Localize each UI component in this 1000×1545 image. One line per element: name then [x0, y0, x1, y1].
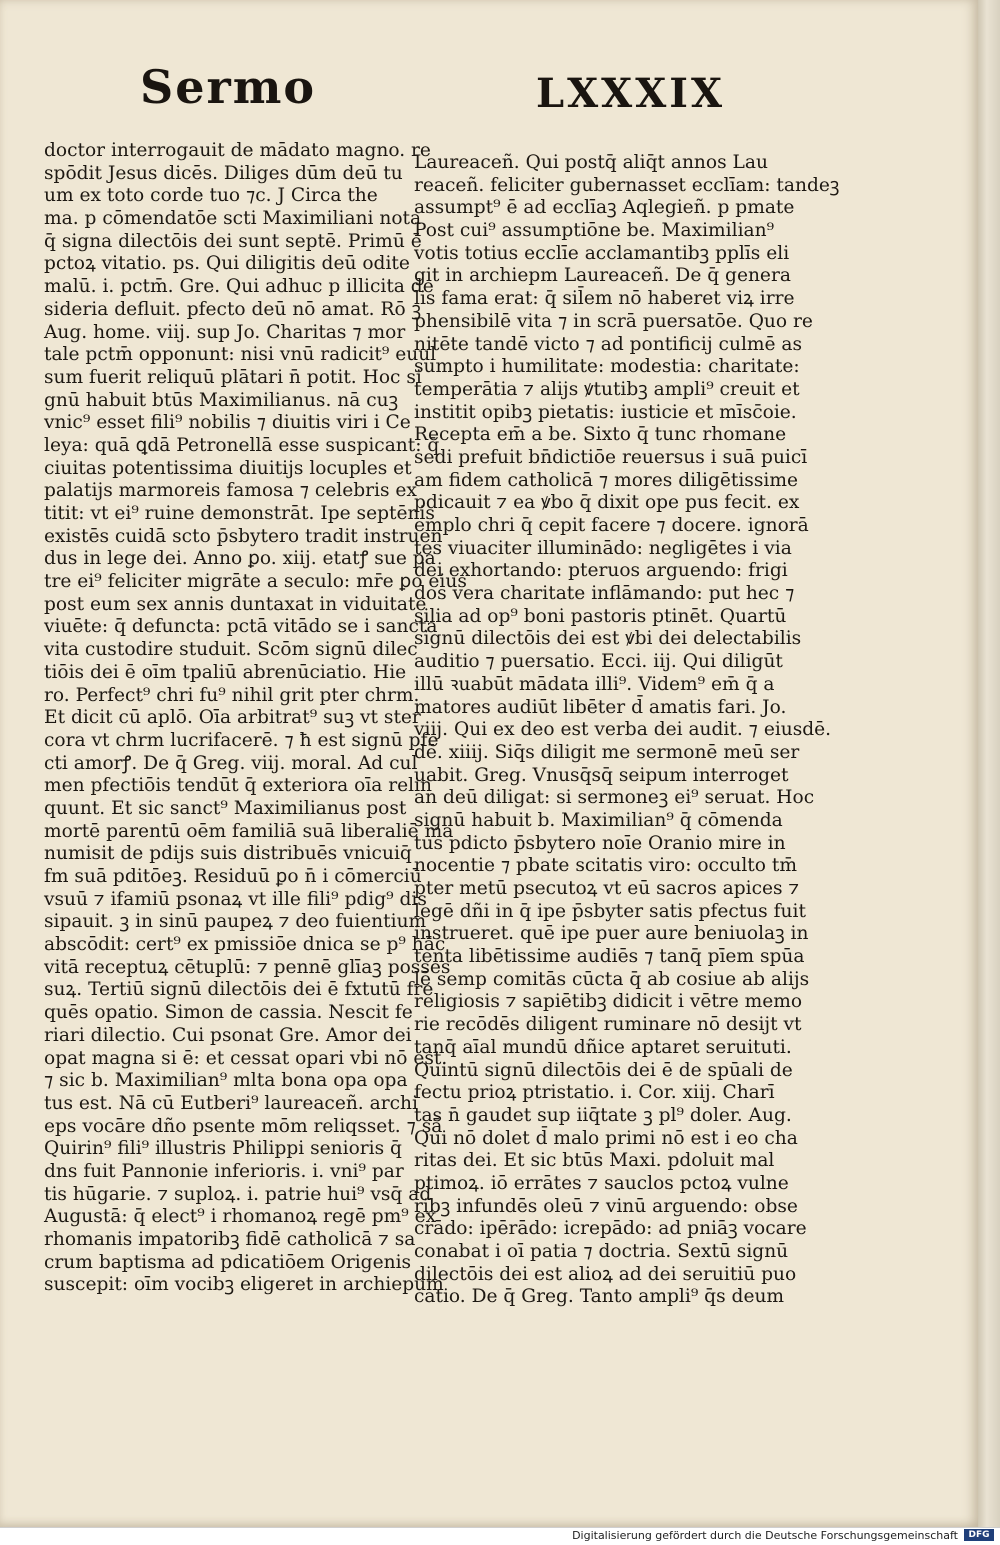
- text-line: tre ei⁹ feliciter migrāte a seculo: mr̄e ꝑo eius: [44, 571, 467, 593]
- text-line: riari dilectio. Cui psonat Gre. Amor dei: [44, 1024, 412, 1046]
- text-line: Quintū signū dilectōis dei ē de spūali de: [414, 1059, 793, 1081]
- text-line: existēs cuidā scto p̄sbytero tradit instruen: [44, 525, 443, 547]
- text-line: pctoꝝ vitatio. ps. Qui diligitis deū odite: [44, 253, 410, 275]
- text-line: institit opibꝫ pietatis: iusticie et mīsc̄oie.: [414, 401, 797, 423]
- text-line: votis totius ecclīe acclamantibꝫ pplīs eli: [414, 242, 790, 264]
- text-line: pter metū psecutoꝝ vt eū sacros apices ⁊: [414, 878, 800, 899]
- text-line: sum fuerit reliquū plātari n̄ potit. Hoc si: [44, 366, 422, 388]
- text-line: auditio ⁊ puersatio. Ecci. iij. Qui diligūt: [414, 651, 783, 673]
- text-line: um ex toto corde tuo ⁊c. J Circa the: [44, 185, 378, 207]
- text-line: dos vera charitate inflāmando: put hec ⁊: [414, 583, 795, 605]
- text-line: tas n̄ gaudet sup iiq̄tate ꝫ pl⁹ doler. Aug.: [414, 1104, 792, 1126]
- text-line: ribꝫ infundēs oleū ⁊ vinū arguendo: obse: [414, 1195, 798, 1217]
- text-line: lē semp comitās cūcta q̄ ab cosiue ab alijs: [414, 968, 810, 990]
- text-line: suscepit: oīm vocibꝫ eligeret in archiepum: [44, 1274, 444, 1296]
- text-line: lis fama erat: q̄ sil̄em nō haberet viꝝ irre: [414, 288, 795, 310]
- text-line: sedi prefuit bn̄dictiōe reuersus i suā pui̇cī: [414, 446, 808, 468]
- text-line: crum baptisma ad pdicatiōem Origenis: [44, 1251, 412, 1273]
- text-line: Qui nō dolet d̄ malo primi nō est i eo cha: [414, 1127, 798, 1149]
- text-line: nitēte tandē victo ⁊ ad pontificij culmē as: [414, 333, 803, 355]
- text-line: phensibilē vita ⁊ in scrā puersatōe. Quo re: [414, 310, 813, 332]
- text-line: emplo chri q̄ cepit facere ⁊ docere. ignorā: [414, 515, 809, 536]
- text-line: dns fuit Pannonie inferioris. i. vni⁹ par: [44, 1160, 404, 1182]
- text-line: cora vt chrm lucrifacerē. ⁊ ħ est signū pfe: [44, 729, 439, 751]
- text-line: viij. Qui ex deo est verba dei audit. ⁊ eiusdē.: [414, 719, 832, 741]
- text-line: tenta libētissime audiēs ⁊ tanq̄ pīem spūa: [414, 946, 805, 968]
- text-line: tanq̄ aīal mundū dñice aptaret seruituti.: [414, 1036, 792, 1058]
- text-line: suꝝ. Tertiū signū dilectōis dei ē fxtutū fre: [44, 979, 434, 1001]
- text-line: signū habuit b. Maximilian⁹ q̄ cōmenda: [414, 809, 783, 831]
- text-column-right: [414, 152, 840, 1309]
- text-line: titit: vt ei⁹ ruine demonstrāt. Ipe septēnis: [44, 503, 435, 524]
- text-line: vitā receptuꝝ cētuplū: ⁊ pennē glīaꝫ posses: [44, 956, 451, 978]
- text-column-left: [44, 140, 467, 1297]
- text-line: Quirin⁹ fili⁹ illustris Philippi senioris q̄: [44, 1138, 402, 1160]
- text-line: post eum sex annis duntaxat in viduitate: [44, 593, 427, 615]
- text-line: tis hūgarie. ⁊ suploꝝ. i. patrie hui⁹ vsq̄ ad: [44, 1183, 432, 1205]
- text-line: Augustā: q̄ elect⁹ i rhomanoꝝ regē pm⁹ ex: [44, 1206, 437, 1228]
- text-line: mortē parentū oēm familiā suā liberaliē ma: [44, 820, 454, 842]
- text-line: abscōdit: cert⁹ ex pmissiōe dnica se p⁹ hāc: [44, 934, 446, 956]
- text-line: dilectōis dei est alioꝝ ad dei seruitiū puo: [414, 1263, 797, 1285]
- text-line: vsuū ⁊ ifamiū psonaꝝ vt ille fili⁹ pdig⁹ dis: [44, 888, 427, 910]
- text-line: an deū diligat: si sermoneꝫ ei⁹ seruat. Hoc: [414, 787, 815, 809]
- text-line: Post cui⁹ assumptiōne be. Maximilian⁹: [414, 220, 775, 242]
- text-line: religiosis ⁊ sapiētibꝫ didicit i vētre memo: [414, 991, 803, 1013]
- text-line: numisit de pdijs suis distribuēs vnicuiq̄: [44, 843, 412, 865]
- text-line: leya: quā ꝗdā Petronellā esse suspicant: q̄: [44, 434, 440, 456]
- text-line: tus pdicto p̄sbytero noīe Oranio mire in: [414, 832, 786, 854]
- text-line: ptimoꝝ. iō errātes ⁊ sauclos pctoꝝ vulne: [414, 1172, 789, 1194]
- text-line: ciuitas potentissima diuitijs locuples et: [44, 457, 412, 479]
- text-line: sideria defluit. pfecto deū nō amat. Rō ꝫ: [44, 298, 422, 320]
- text-line: pdicauit ⁊ ea ꝟbo q̄ dixit ope pus fecit. ex: [414, 492, 800, 514]
- text-line: ro. Perfect⁹ chri fu⁹ nihil grit pter chrm.: [44, 684, 420, 706]
- text-line: malū. i. pctm̄. Gre. Qui adhuc p illicita de: [44, 276, 434, 298]
- text-line: spōdit Jesus dicēs. Diliges dūm deū tu: [44, 162, 403, 184]
- text-line: assumpt⁹ ē ad ecclīaꝫ Aqlegieñ. p pmate: [414, 197, 795, 219]
- folio-number: LXXXIX: [536, 70, 725, 117]
- text-line: sipauit. ꝫ in sinū paupeꝝ ⁊ deo fuientium: [44, 911, 427, 933]
- text-line: eps vocāre dño psente mōm reliqsset. ⁊ sā: [44, 1115, 443, 1137]
- text-line: tale pctm̄ opponunt: nisi vnū radicit⁹ euul: [44, 344, 437, 366]
- text-line: ⁊ sic b. Maximilian⁹ mlta bona opa opa: [44, 1070, 408, 1092]
- text-line: palatijs marmoreis famosa ⁊ celebris ex: [44, 480, 417, 502]
- text-line: gnū habuit btūs Maximilianus. nā cuꝫ: [44, 389, 399, 411]
- text-line: rie recōdēs diligent ruminare nō desijt vt: [414, 1014, 802, 1036]
- page-edge: [978, 0, 1000, 1527]
- text-line: fectu prioꝝ ptristatio. i. Cor. xiij. Charī: [414, 1082, 775, 1104]
- text-line: dē. xiiij. Siq̄s diligit me sermonē meū ser: [414, 741, 800, 763]
- text-line: signū dilectōis dei est ꝟbi dei delectabilis: [414, 628, 802, 650]
- text-line: uabit. Greg. Vnusq̄sq̄ seipum interroget: [414, 764, 789, 786]
- text-line: legē dñi in q̄ ipe p̄sbyter satis pfectus fuit: [414, 900, 806, 922]
- text-line: instrueret. quē ipe puer aure beniuolaꝫ in: [414, 923, 809, 945]
- text-line: crādo: ipērādo: icrepādo: ad pniāꝫ vocare: [414, 1218, 807, 1240]
- text-line: Recepta em̄ a be. Sixto q̄ tunc rhomane: [414, 424, 787, 446]
- text-line: dus in lege dei. Anno ꝑo. xiij. etatꝭ sue pa: [44, 548, 436, 570]
- text-line: catio. De q̄ Greg. Tanto ampli⁹ q̄s deum: [414, 1286, 785, 1308]
- text-line: ma. p cōmendatōe scti Maximiliani nota: [44, 208, 422, 230]
- text-line: silia ad op⁹ boni pastoris ptinēt. Quartū: [414, 605, 787, 627]
- text-line: quunt. Et sic sanct⁹ Maximilianus post: [44, 797, 407, 819]
- text-line: Laureaceñ. Qui postq̄ aliq̄t annos Lau: [414, 152, 768, 173]
- text-line: tiōis dei ē oīm tpaliū abrenūciatio. Hie: [44, 661, 407, 683]
- running-header-left: Sermo: [140, 60, 317, 114]
- text-line: q̄ signa dilectōis dei sunt septē. Primū ē: [44, 230, 422, 252]
- text-line: git in archiepm Laureaceñ. De q̄ genera: [414, 265, 791, 287]
- dfg-logo: DFG: [964, 1529, 994, 1541]
- text-line: quēs opatio. Simon de cassia. Nescit fe: [44, 1002, 413, 1024]
- text-line: viuēte: q̄ defuncta: pctā vitādo se i sancta: [44, 616, 438, 638]
- text-line: vita custodire studuit. Scōm signū dilec: [44, 639, 418, 661]
- text-line: matores audiūt libēter d̄ amatis fari. Jo.: [414, 696, 787, 718]
- text-line: Aug. home. viij. sup Jo. Charitas ⁊ mor: [44, 321, 406, 343]
- text-line: men pfectiōis tendūt q̄ exteriora oīa relin: [44, 775, 433, 797]
- text-line: tus est. Nā cū Eutberi⁹ laureaceñ. archi: [44, 1092, 418, 1114]
- text-line: ritas dei. Et sic btūs Maxi. pdoluit mal: [414, 1150, 775, 1172]
- text-line: temperātia ⁊ alijs ꝟtutibꝫ ampli⁹ creuit et: [414, 378, 800, 400]
- text-line: cti amorꝭ. De q̄ Greg. viij. moral. Ad cul: [44, 752, 418, 774]
- text-line: am fidem catholicā ⁊ mores diligētissime: [414, 469, 798, 491]
- text-line: dei exhortando: pteruos arguendo: frigi: [414, 560, 788, 582]
- text-line: Et dicit cū aplō. Oīa arbitrat⁹ suꝫ vt ster: [44, 707, 421, 729]
- text-line: vnic⁹ esset fili⁹ nobilis ⁊ diuitis viri i Ce: [44, 412, 411, 434]
- text-line: reaceñ. feliciter gubernasset ecclīam: tandeꝫ: [414, 174, 840, 196]
- text-line: illū ꝛuabūt mādata illi⁹. Videm⁹ em̄ q̄ a: [414, 673, 775, 695]
- text-line: tes viuaciter illuminādo: negligētes i via: [414, 537, 792, 559]
- text-line: rhomanis impatoribꝫ fidē catholicā ⁊ sa: [44, 1229, 416, 1250]
- text-line: doctor interrogauit de mādato magno. re: [44, 140, 431, 161]
- text-line: opat magna si ē: et cessat opari vbi nō est.: [44, 1047, 448, 1069]
- text-line: nocentie ⁊ pbate scitatis viro: occulto tm̄: [414, 855, 797, 877]
- text-line: fm suā pditōeꝫ. Residuū ꝑo n̄ i cōmerciū: [44, 866, 422, 887]
- funding-credit: Digitalisierung gefördert durch die Deutsche Forschungsgemeinschaft: [572, 1529, 958, 1542]
- text-line: sumpto i humilitate: modestia: charitate:: [414, 356, 800, 378]
- text-line: conabat i oī patia ⁊ doctria. Sextū signū: [414, 1241, 789, 1262]
